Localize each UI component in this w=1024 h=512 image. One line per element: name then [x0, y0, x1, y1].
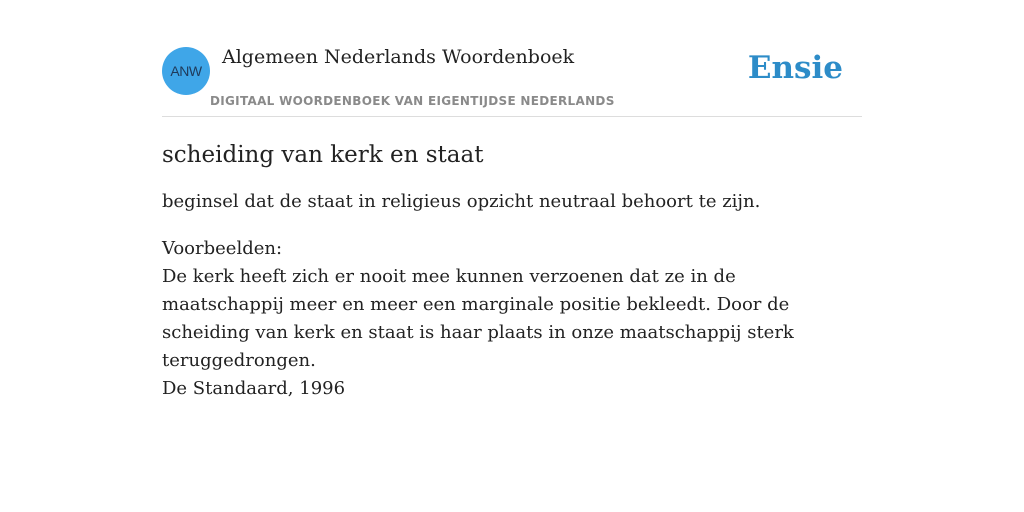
- anw-logo-text: ANW: [170, 63, 202, 79]
- example-source: De Standaard, 1996: [162, 378, 346, 399]
- site-subtitle: DIGITAAL WOORDENBOEK VAN EIGENTIJDSE NEDERLANDS: [210, 94, 615, 108]
- examples-label: Voorbeelden:: [162, 238, 283, 259]
- site-title[interactable]: Algemeen Nederlands Woordenboek: [222, 46, 575, 68]
- ensie-logo[interactable]: Ensie: [747, 50, 843, 86]
- entry-content: [162, 138, 862, 403]
- entry-title: scheiding van kerk en staat: [162, 142, 484, 168]
- entry-definition: beginsel dat de staat in religieus opzicht neutraal behoort te zijn.: [162, 191, 761, 212]
- anw-logo[interactable]: [162, 47, 210, 95]
- example-text: De kerk heeft zich er nooit mee kunnen verzoenen dat ze in de maatschappij meer en meer een marginale positie bekleedt. Door de scheiding van kerk en staat is haar plaats in onze maatschappij sterk teruggedrongen.: [162, 266, 794, 371]
- examples-section: [162, 235, 862, 403]
- header: [162, 40, 862, 117]
